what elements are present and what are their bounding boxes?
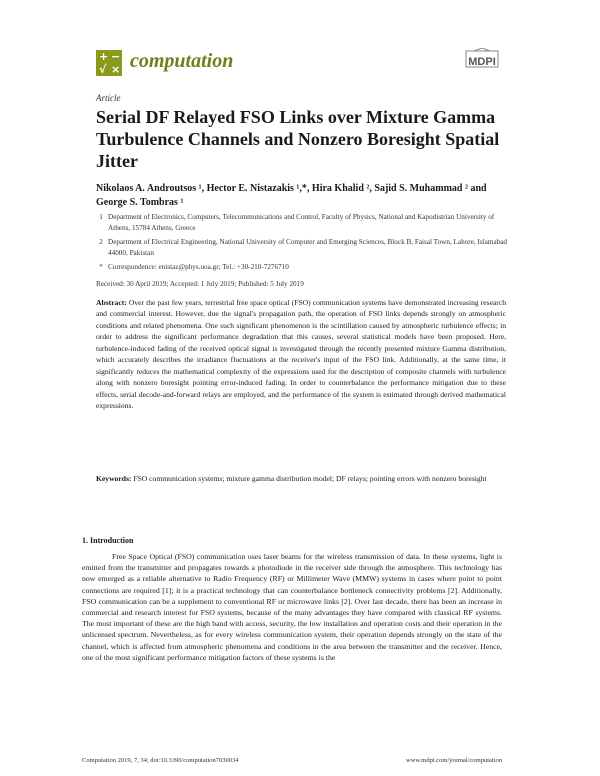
affiliation-number: * [99,263,103,271]
abstract-text: Over the past few years, terrestrial free space optical (FSO) communication systems have demonstrated increasing research and commercial interest. However, due the signal's propagation path, the operation of FSO links depends strongly on atmospheric conditions and related phenomena. One such significant phenomenon is the scintillation caused by atmospheric turbulence effects; in order to address the significant performance degradation that this causes, several statistical models have been proposed. Here, turbulence-induced fading of the received optical signal is investigated through the recently presented mixture Gamma distribution, which accurately describes the irradiance fluctuations at the receiver's input of the FSO link. Additionally, at the same time, it significantly reduces the mathematical complexity of the expressions used for the description of composite channels with turbulence along with nonzero boresight pointing error-induced fading. In order to counterbalance the performance mitigation due to these effects, serial decode-and-forward relays are employed, and the performance of the system is estimated through derived mathematical expressions. [96,298,507,411]
introduction-text: Free Space Optical (FSO) communication uses laser beams for the wireless transmission of data. In these systems, light is emitted from the transmitter and propagates towards a photodiode in the receiver side through the atmosphere. This technology has now emerged as a reliable alternative to Radio Frequency (RF) or Millimeter Wave (MMW) systems in cases where point to point connections are required [1]; it is a practical technology that can counterbalance bottleneck connectivity problems [2]. Additionally, FSO communication can be a supplement to conventional RF or microwave links [2]. Over last decade, there has been an increase in commercial and research interest for FSO systems, because of the many advantages they have compared with classical RF systems. The most important of these are the high band with access, security, the low installation and operation costs and their operation in the unlicensed spectrum. Nevertheless, as for every wireless communication system, their operation depends strongly on the state of the channel, which is affected from atmospheric phenomena and conditions in the area between the transmitter and the receiver. Hence, one of the most significant performance mitigation factors of these systems is the [82,552,502,662]
affiliation-number: 1 [99,213,103,221]
abstract-label: Abstract: [96,298,127,307]
affiliation-1 [96,212,516,234]
keywords-text: FSO communication systems; mixture gamma distribution model; DF relays; pointing errors with nonzero boresight [133,474,487,483]
publication-dates: Received: 30 April 2019; Accepted: 1 July 2019; Published: 5 July 2019 [96,280,304,288]
affiliation-2 [96,237,516,259]
times-symbol-icon: × [111,63,121,76]
publisher-name: MDPI [468,56,496,68]
keywords [96,473,506,484]
affiliation-text: Department of Electrical Engineering, National University of Computer and Emerging Sciences, Block B, Faisal Town, Lahore, Islamabad 44000, Pakistan [108,238,508,257]
minus-symbol-icon: − [111,50,121,63]
keywords-label: Keywords: [96,474,132,483]
abstract [96,297,506,412]
citation-footer: Computation 2019, 7, 34; doi:10.3390/computation7030034 [82,757,239,764]
root-symbol-icon: √ [99,63,107,76]
journal-logo [96,50,122,76]
publisher-logo [462,48,502,70]
correspondence [96,262,516,273]
plus-symbol-icon: + [99,50,109,63]
affiliation-text: Department of Electronics, Computers, Telecommunications and Control, Faculty of Physics, National and Kapodistrian University of Athens, 15784 Athens, Greece [108,213,495,232]
section-heading: 1. Introduction [82,536,134,545]
affiliation-text: Correspondence: enistaz@phys.uoa.gr; Tel.: +30-210-7276710 [108,263,289,271]
author-list: Nikolaos A. Androutsos ¹, Hector E. Nistazakis ¹,*, Hira Khalid ², Sajid S. Muhammad ² and George S. Tombras ¹ [96,183,487,208]
journal-url: www.mdpi.com/journal/computation [406,757,502,764]
journal-name: computation [130,50,234,72]
article-type: Article [96,93,121,103]
affiliation-number: 2 [99,238,103,246]
article-title: Serial DF Relayed FSO Links over Mixture Gamma Turbulence Channels and Nonzero Boresight Spatial Jitter [96,107,500,171]
